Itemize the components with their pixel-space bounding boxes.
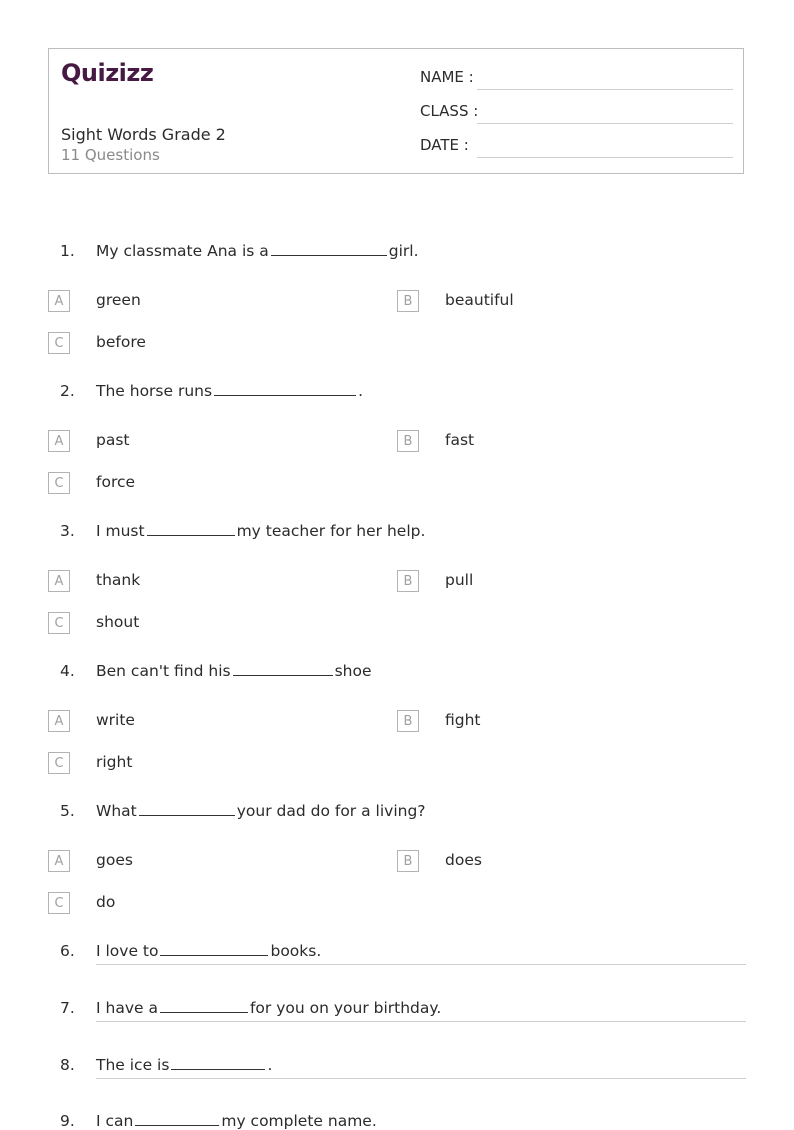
question-text: I must my teacher for her help. (96, 522, 426, 540)
question-text: Ben can't find his shoe (96, 662, 372, 680)
option-letter-b[interactable]: B (397, 570, 419, 592)
answer-line[interactable] (96, 1021, 746, 1022)
question-number: 2. (60, 382, 75, 400)
blank (233, 674, 333, 676)
question-text: I love to books. (96, 942, 322, 960)
blank (171, 1068, 265, 1070)
blank (147, 534, 235, 536)
question-number: 6. (60, 942, 75, 960)
quizizz-logo: Quizizz (61, 59, 154, 87)
blank (135, 1124, 219, 1126)
question-number: 3. (60, 522, 75, 540)
worksheet-title: Sight Words Grade 2 (61, 125, 226, 144)
question-text: The ice is . (96, 1056, 273, 1074)
option-c[interactable]: before (96, 333, 146, 351)
option-letter-c[interactable]: C (48, 332, 70, 354)
question-text: I can my complete name. (96, 1112, 377, 1130)
option-letter-c[interactable]: C (48, 752, 70, 774)
option-letter-b[interactable]: B (397, 850, 419, 872)
option-letter-b[interactable]: B (397, 710, 419, 732)
question-number: 8. (60, 1056, 75, 1074)
class-line[interactable] (477, 123, 733, 124)
question-text: What your dad do for a living? (96, 802, 426, 820)
question-number: 7. (60, 999, 75, 1017)
name-line[interactable] (477, 89, 733, 90)
question-text: I have a for you on your birthday. (96, 999, 442, 1017)
question-count: 11 Questions (61, 146, 160, 164)
blank (271, 254, 387, 256)
answer-line[interactable] (96, 964, 746, 965)
option-b[interactable]: does (445, 851, 482, 869)
option-c[interactable]: force (96, 473, 136, 491)
option-c[interactable]: shout (96, 613, 140, 631)
question-text: The horse runs . (96, 382, 364, 400)
option-a[interactable]: thank (96, 571, 141, 589)
option-b[interactable]: pull (445, 571, 474, 589)
question-text: My classmate Ana is a girl. (96, 242, 419, 260)
option-letter-a[interactable]: A (48, 850, 70, 872)
option-a[interactable]: goes (96, 851, 133, 869)
question-number: 4. (60, 662, 75, 680)
option-b[interactable]: beautiful (445, 291, 514, 309)
class-label: CLASS : (420, 102, 479, 120)
blank (160, 1011, 248, 1013)
option-c[interactable]: right (96, 753, 133, 771)
option-letter-a[interactable]: A (48, 570, 70, 592)
option-a[interactable]: past (96, 431, 130, 449)
option-c[interactable]: do (96, 893, 116, 911)
question-number: 1. (60, 242, 75, 260)
blank (139, 814, 235, 816)
question-number: 5. (60, 802, 75, 820)
option-letter-a[interactable]: A (48, 710, 70, 732)
question-number: 9. (60, 1112, 75, 1130)
option-letter-c[interactable]: C (48, 472, 70, 494)
option-letter-b[interactable]: B (397, 430, 419, 452)
option-letter-b[interactable]: B (397, 290, 419, 312)
option-letter-a[interactable]: A (48, 290, 70, 312)
date-line[interactable] (477, 157, 733, 158)
date-label: DATE : (420, 136, 469, 154)
blank (214, 394, 356, 396)
option-a[interactable]: write (96, 711, 135, 729)
name-label: NAME : (420, 68, 474, 86)
option-b[interactable]: fast (445, 431, 475, 449)
option-a[interactable]: green (96, 291, 141, 309)
option-letter-c[interactable]: C (48, 892, 70, 914)
option-b[interactable]: fight (445, 711, 481, 729)
blank (160, 954, 268, 956)
option-letter-c[interactable]: C (48, 612, 70, 634)
answer-line[interactable] (96, 1078, 746, 1079)
worksheet-header (48, 48, 744, 174)
option-letter-a[interactable]: A (48, 430, 70, 452)
